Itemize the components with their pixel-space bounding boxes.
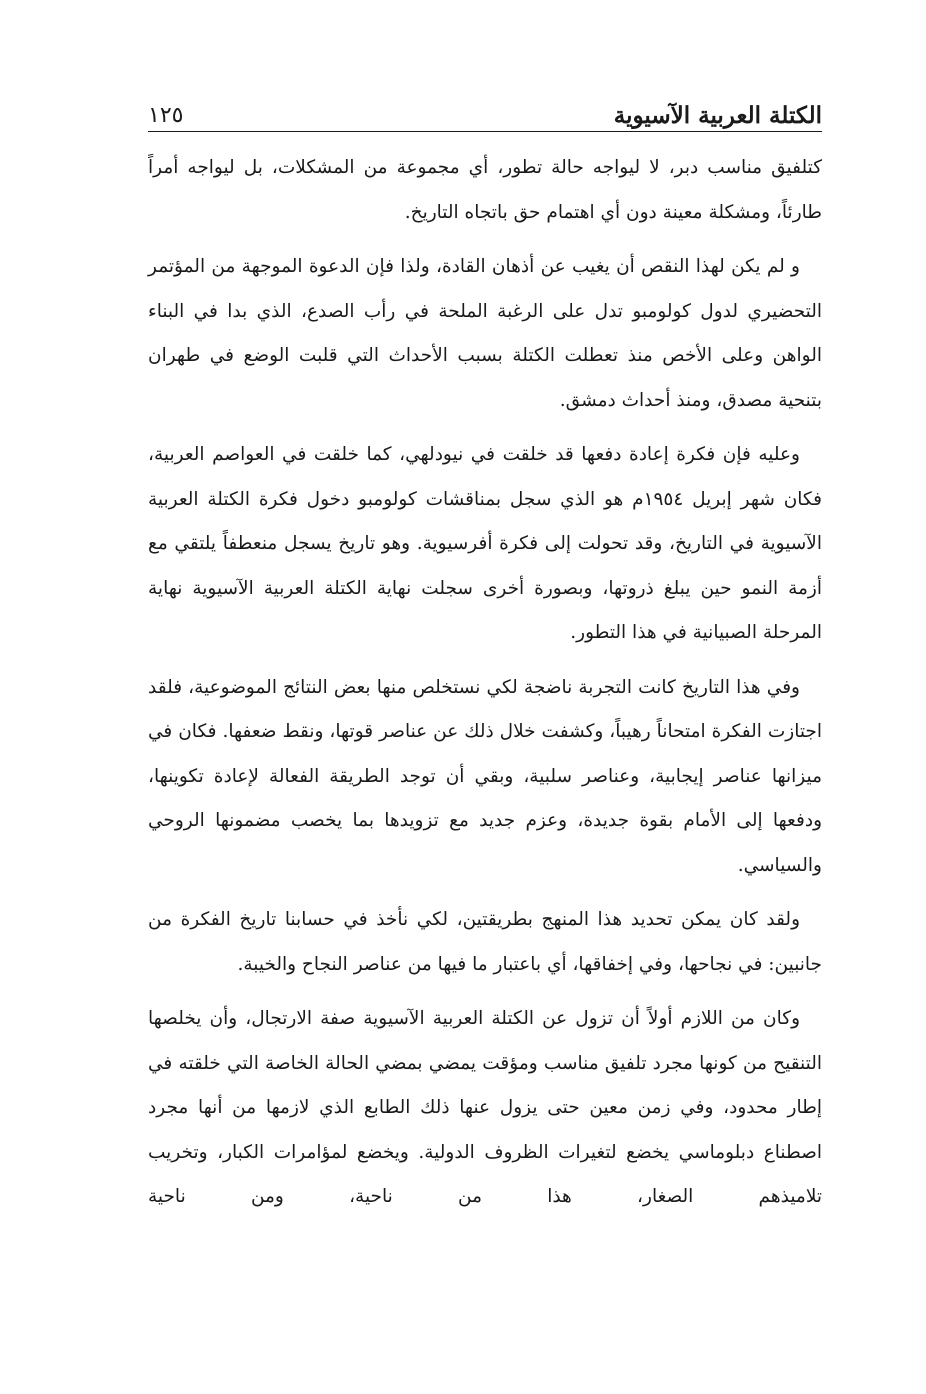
running-header (148, 92, 822, 132)
paragraph: وعليه فإن فكرة إعادة دفعها قد خلقت في نيودلهي، كما خلقت في العواصم العربية، فكان شهر إبريل ١٩٥٤م هو الذي سجل بمناقشات كولومبو دخول فكرة الكتلة العربية الآسيوية في التاريخ، وقد تحولت إلى فكرة أفرسيوية. وهو تاريخ يسجل منعطفاً يلتقي مع أزمة النمو حين يبلغ ذروتها، وبصورة أخرى سجلت نهاية الكتلة العربية الآسيوية نهاية المرحلة الصبيانية في هذا التطور. (148, 444, 822, 643)
chapter-title: الكتلة العربية الآسيوية (613, 102, 822, 129)
page-number: ١٢٥ (148, 103, 184, 128)
paragraph: وكان من اللازم أولاً أن تزول عن الكتلة العربية الآسيوية صفة الارتجال، وأن يخلصها التنقيح من كونها مجرد تلفيق مناسب ومؤقت يمضي بمضي الحالة الخاصة التي خلقته في إطار محدود، وفي زمن معين حتى يزول عنها ذلك الطابع الذي لازمها من أنها مجرد اصطناع دبلوماسي يخضع لتغيرات الظروف الدولية. ويخضع لمؤامرات الكبار، وتخريب تلاميذهم الصغار، هذا من ناحية، ومن ناحية (148, 1008, 822, 1207)
paragraph: كتلفيق مناسب دبر، لا ليواجه حالة تطور، أي مجموعة من المشكلات، بل ليواجه أمراً طارئاً، ومشكلة معينة دون أي اهتمام حق باتجاه التاريخ. (148, 157, 822, 223)
paragraph: ولقد كان يمكن تحديد هذا المنهج بطريقتين، لكي نأخذ في حسابنا تاريخ الفكرة من جانبين: في نجاحها، وفي إخفاقها، أي باعتبار ما فيها من عناصر النجاح والخيبة. (148, 909, 822, 975)
paragraph: وفي هذا التاريخ كانت التجربة ناضجة لكي نستخلص منها بعض النتائج الموضوعية، فلقد اجتازت الفكرة امتحاناً رهيباً، وكشفت خلال ذلك عن عناصر قوتها، ونقط ضعفها. فكان في ميزانها عناصر إيجابية، وعناصر سلبية، وبقي أن توجد الطريقة الفعالة لإعادة تكوينها، ودفعها إلى الأمام بقوة جديدة، وعزم جديد مع تزويدها بما يخصب مضمونها الروحي والسياسي. (148, 676, 822, 876)
paragraph: و لم يكن لهذا النقص أن يغيب عن أذهان القادة، ولذا فإن الدعوة الموجهة من المؤتمر التحضيري لدول كولومبو تدل على الرغبة الملحة في رأب الصدع، الذي بدا في البناء الواهن وعلى الأخص منذ تعطلت الكتلة بسبب الأحداث التي قلبت الوضع في طهران بتنحية مصدق، ومنذ أحداث دمشق. (148, 256, 822, 411)
body-text (148, 146, 822, 1230)
